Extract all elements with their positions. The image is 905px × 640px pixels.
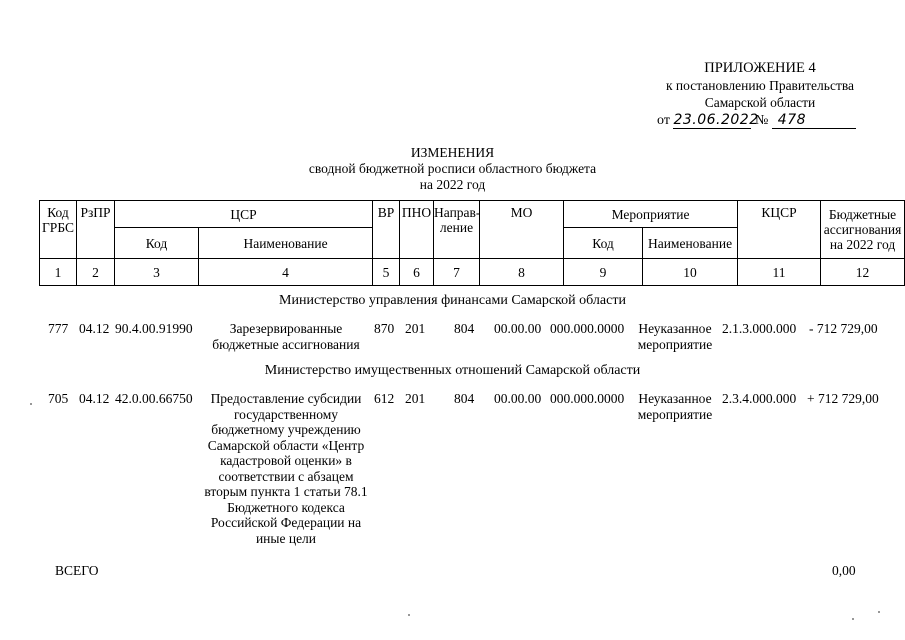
total-label: ВСЕГО — [55, 563, 99, 578]
cell-name: Зарезервированные бюджетные ассигнования — [212, 321, 360, 352]
header-event: Мероприятие — [564, 201, 738, 228]
cell-pno: 201 — [405, 321, 426, 336]
cell-kcsr: 2.3.4.000.000 — [722, 391, 797, 406]
cell-name: Предоставление субсидии государственному бюджетному учреждению Самарской области «Центр кадастровой оценки» в соответствии с абзацем вторым пункта 1 статьи 78.1 Бюджетного кодекса Российской Федерации на иные цели — [204, 391, 368, 546]
column-number: 6 — [400, 259, 434, 286]
doc-year: на 2022 год — [419, 177, 486, 192]
cell-amount: + 712 729,00 — [807, 391, 879, 406]
appendix-title: ПРИЛОЖЕНИЕ 4 — [704, 60, 816, 76]
cell-mo: 00.00.00 — [494, 391, 542, 406]
scan-speck — [30, 403, 32, 405]
header-kod-grbs: Код ГРБС — [40, 201, 77, 259]
header-budget: Бюджетные ассигнования на 2022 год — [821, 201, 905, 259]
cell-grbs: 705 — [48, 391, 69, 406]
header-rzpr: РзПР — [77, 201, 115, 259]
scan-speck — [852, 618, 854, 620]
header-csr-kod: Код — [115, 228, 199, 259]
column-number: 1 — [40, 259, 77, 286]
header-table — [39, 200, 905, 286]
cell-csr: 42.0.00.66750 — [115, 391, 193, 406]
cell-mo: 00.00.00 — [494, 321, 542, 336]
column-number: 9 — [564, 259, 643, 286]
cell-pno: 201 — [405, 391, 426, 406]
ministry-heading: Министерство имущественных отношений Самарской области — [264, 363, 641, 378]
cell-csr: 90.4.00.91990 — [115, 321, 193, 336]
ministry-heading: Министерство управления финансами Самарской области — [279, 293, 626, 308]
cell-event-kod: 000.000.0000 — [550, 321, 625, 336]
column-number: 7 — [434, 259, 480, 286]
scan-speck — [408, 614, 410, 616]
header-direction: Направ-ление — [434, 201, 480, 259]
column-number: 10 — [643, 259, 738, 286]
doc-title: ИЗМЕНЕНИЯ — [410, 145, 495, 160]
header-csr: ЦСР — [115, 201, 373, 228]
header-event-kod: Код — [564, 228, 643, 259]
header-pno: ПНО — [400, 201, 434, 259]
cell-event-kod: 000.000.0000 — [550, 391, 625, 406]
column-number: 5 — [373, 259, 400, 286]
order-from-label: от — [657, 113, 670, 128]
header-csr-name: Наименование — [199, 228, 373, 259]
doc-subtitle: сводной бюджетной росписи областного бюджета — [308, 161, 597, 176]
cell-rzpr: 04.12 — [79, 391, 110, 406]
cell-amount: - 712 729,00 — [809, 321, 878, 336]
scan-speck — [878, 611, 880, 613]
column-number: 2 — [77, 259, 115, 286]
appendix-block — [640, 60, 880, 111]
column-number: 8 — [480, 259, 564, 286]
order-number: 478 — [772, 112, 856, 129]
header-mo: МО — [480, 201, 564, 259]
column-number: 12 — [821, 259, 905, 286]
cell-direction: 804 — [454, 391, 475, 406]
header-kcsr: КЦСР — [738, 201, 821, 259]
column-number: 11 — [738, 259, 821, 286]
order-line — [657, 112, 856, 129]
cell-direction: 804 — [454, 321, 475, 336]
order-number-label: № — [754, 113, 769, 128]
header-event-name: Наименование — [643, 228, 738, 259]
cell-vr: 870 — [374, 321, 395, 336]
cell-event-name: Неуказанное мероприятие — [637, 391, 713, 422]
cell-event-name: Неуказанное мероприятие — [637, 321, 713, 352]
cell-rzpr: 04.12 — [79, 321, 110, 336]
cell-vr: 612 — [374, 391, 395, 406]
cell-grbs: 777 — [48, 321, 69, 336]
total-amount: 0,00 — [832, 563, 856, 578]
column-number: 3 — [115, 259, 199, 286]
appendix-line-3: Самарской области — [704, 95, 816, 110]
appendix-line-2: к постановлению Правительства — [665, 78, 855, 93]
cell-kcsr: 2.1.3.000.000 — [722, 321, 797, 336]
column-number: 4 — [199, 259, 373, 286]
order-date: 23.06.2022 — [673, 112, 759, 128]
header-vr: ВР — [373, 201, 400, 259]
